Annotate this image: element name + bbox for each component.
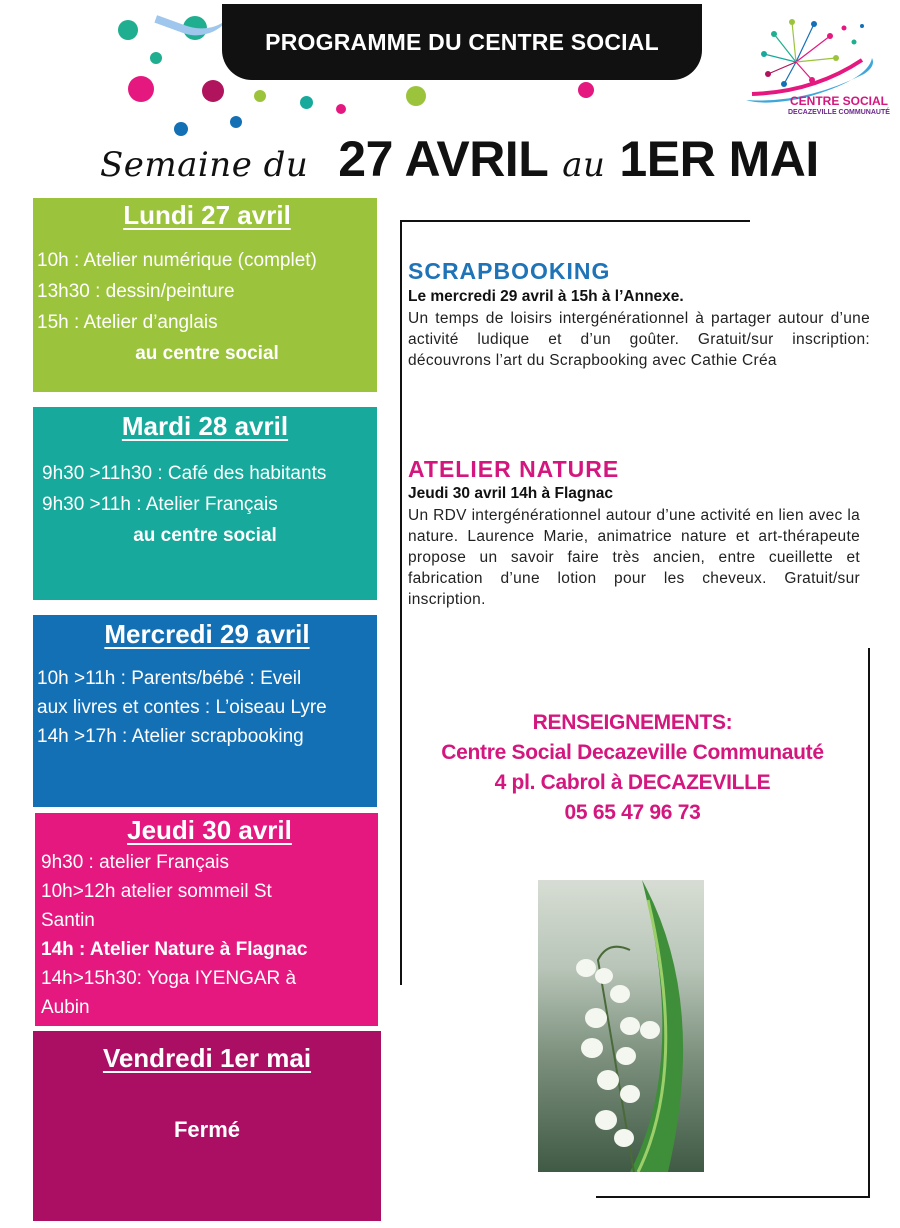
day-title: Mercredi 29 avril [104, 619, 310, 649]
confetti-dot [230, 116, 242, 128]
confetti-dot [300, 96, 313, 109]
contact-name: Centre Social Decazeville Communauté [441, 741, 824, 764]
logo-text: CENTRE SOCIAL [790, 94, 889, 108]
confetti-dot [406, 86, 426, 106]
day-title: Mardi 28 avril [121, 411, 289, 441]
headline-end-date: 1ER MAI [619, 131, 819, 187]
scrapbooking-title: SCRAPBOOKING [408, 258, 611, 284]
day-title: Lundi 27 avril [123, 200, 291, 230]
divider-line [596, 1196, 870, 1198]
day-title: Jeudi 30 avril [127, 815, 292, 845]
confetti-dot [202, 80, 224, 102]
headline-joiner: au [562, 145, 606, 185]
page-banner [222, 4, 702, 80]
banner-title: PROGRAMME DU CENTRE SOCIAL [265, 28, 659, 55]
schedule-line: 9h30 : atelier Français [41, 852, 229, 873]
nature-description: Un RDV intergénérationnel autour d’une activité en lien avec la nature. Laurence Marie, animatrice nature et art-thérapeute propose un savoir faire très ancien, entre cueillette et fabrication d’une lotion pour les cheveux. Gratuit/sur inscription. [408, 507, 860, 608]
day-block-wednesday [33, 615, 377, 807]
nature-subtitle: Jeudi 30 avril 14h à Flagnac [408, 485, 614, 502]
confetti-dot [254, 90, 266, 102]
confetti-dot [128, 76, 154, 102]
nature-title: ATELIER NATURE [408, 456, 620, 482]
schedule-line: 10h : Atelier numérique (complet) [37, 250, 317, 271]
contact-address: 4 pl. Cabrol à DECAZEVILLE [494, 771, 771, 794]
divider-line [400, 220, 750, 222]
schedule-line: Aubin [41, 997, 90, 1018]
closed-text: Fermé [173, 1117, 241, 1142]
day-block-friday [33, 1031, 381, 1221]
confetti-dot [150, 52, 162, 64]
contact-info [400, 708, 865, 828]
confetti-dot [336, 104, 346, 114]
divider-line [400, 220, 402, 985]
location-text: au centre social [133, 525, 277, 546]
location-text: au centre social [135, 343, 279, 364]
logo-subtext: DECAZEVILLE COMMUNAUTÉ [788, 109, 890, 116]
headline-prefix: Semaine du [100, 145, 309, 185]
schedule-line: 15h : Atelier d’anglais [37, 312, 218, 333]
day-block-tuesday [33, 407, 377, 600]
schedule-line: 13h30 : dessin/peinture [37, 281, 235, 302]
day-block-thursday [35, 813, 378, 1026]
schedule-line: 14h >17h : Atelier scrapbooking [37, 726, 304, 747]
scrapbooking-description: Un temps de loisirs intergénérationnel à partager autour d’une activité ludique et d’un goûter. Gratuit/sur inscription: découvrons l’art du Scrapbooking avec Cathie Créa [408, 310, 870, 369]
schedule-line: 10h >11h : Parents/bébé : Eveil [37, 668, 302, 689]
schedule-line: aux livres et contes : L’oiseau Lyre [37, 697, 327, 718]
week-headline [100, 130, 819, 190]
lily-of-the-valley-image [538, 880, 704, 1172]
scrapbooking-subtitle: Le mercredi 29 avril à 15h à l’Annexe. [408, 288, 684, 305]
schedule-line: 9h30 >11h : Atelier Français [42, 494, 278, 515]
flower-illustration [538, 880, 704, 1172]
contact-phone: 05 65 47 96 73 [564, 801, 701, 824]
confetti-dot [118, 20, 138, 40]
schedule-line: 9h30 >11h30 : Café des habitants [42, 463, 327, 484]
divider-line [868, 648, 870, 1198]
contact-heading: RENSEIGNEMENTS: [532, 711, 733, 734]
schedule-line: 14h : Atelier Nature à Flagnac [41, 939, 308, 960]
confetti-dot [578, 82, 594, 98]
headline-start-date: 27 AVRIL [338, 131, 549, 187]
schedule-line: Santin [41, 910, 95, 931]
day-title: Vendredi 1er mai [102, 1043, 312, 1073]
day-block-monday [33, 198, 377, 392]
schedule-line: 10h>12h atelier sommeil St [41, 881, 272, 902]
schedule-line: 14h>15h30: Yoga IYENGAR à [41, 968, 297, 989]
